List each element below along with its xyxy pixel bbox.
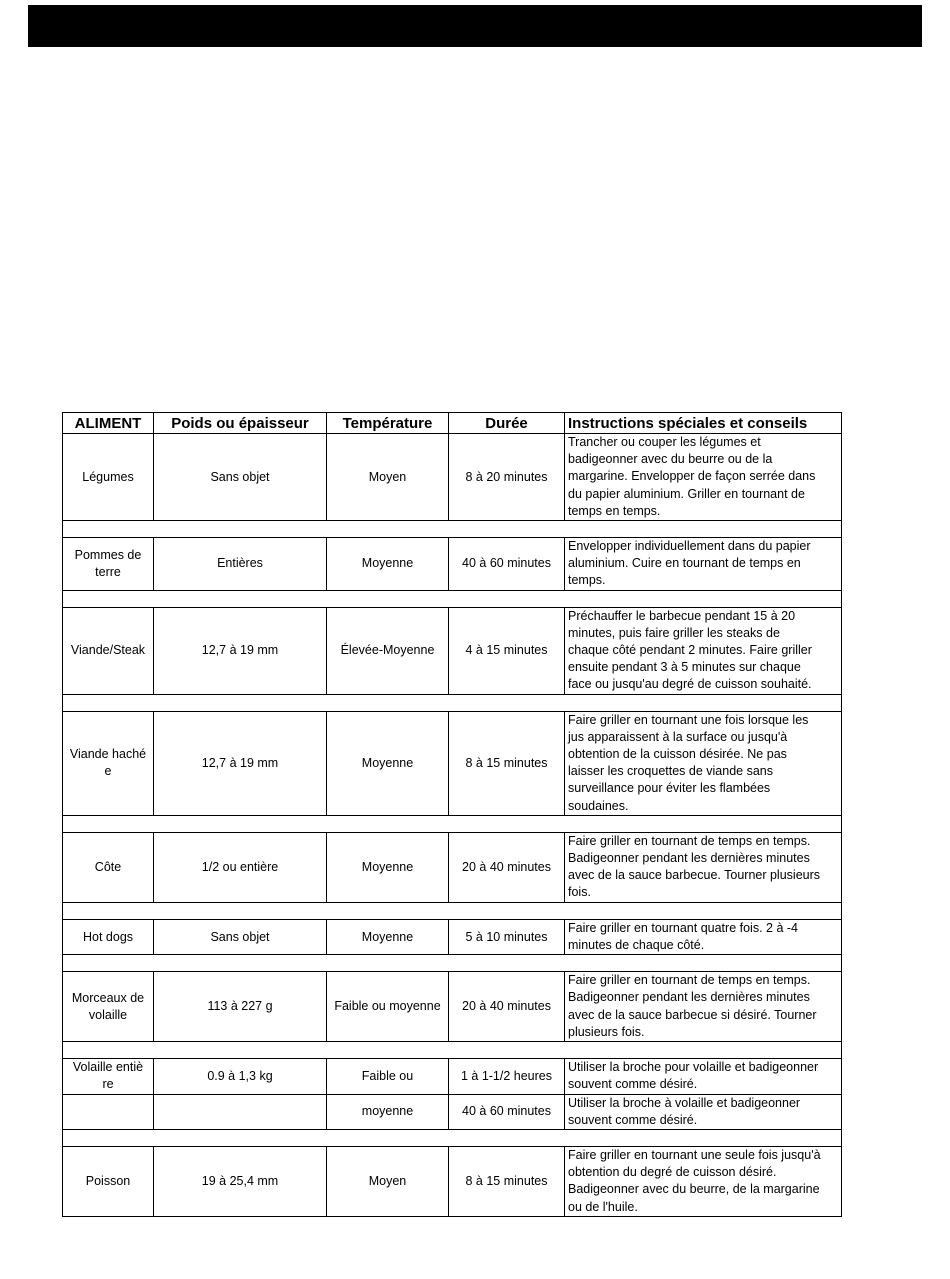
instructions-text: obtention de la cuisson désirée. Ne pas xyxy=(568,747,787,762)
spacer-cell xyxy=(63,1042,842,1059)
instructions-text: Faire griller en tournant quatre fois. 2 à -4 xyxy=(568,920,798,935)
poids-cell xyxy=(154,711,327,815)
aliment-cell xyxy=(63,711,154,815)
poids-cell xyxy=(154,434,327,521)
instructions-cell xyxy=(565,1147,842,1217)
table-row xyxy=(63,434,842,521)
header-aliment: ALIMENT xyxy=(63,413,154,434)
instructions-cell xyxy=(565,711,842,815)
instructions-cell xyxy=(565,1059,842,1094)
spacer-row xyxy=(63,694,842,711)
grilling-guide-table xyxy=(62,412,842,1217)
instructions-text: avec de la sauce barbecue si désiré. Tourner xyxy=(568,1007,817,1022)
duree-text: 8 à 15 minutes xyxy=(465,1173,548,1188)
temperature-cell xyxy=(327,538,449,591)
aliment-text: Viande haché xyxy=(69,747,147,762)
instructions-text: plusieurs fois. xyxy=(568,1024,645,1039)
aliment-cell xyxy=(63,919,154,954)
poids-cell xyxy=(154,832,327,902)
duree-text: 8 à 20 minutes xyxy=(465,469,548,484)
temperature-text: Moyenne xyxy=(361,556,414,571)
instructions-text: Envelopper individuellement dans du papier xyxy=(568,539,811,554)
aliment-cell xyxy=(63,832,154,902)
poids-text: 113 à 227 g xyxy=(207,999,273,1014)
temperature-cell xyxy=(327,1094,449,1129)
instructions-cell xyxy=(565,919,842,954)
temperature-cell xyxy=(327,607,449,694)
instructions-text: du papier aluminium. Griller en tournant de xyxy=(568,486,805,501)
instructions-text: Préchauffer le barbecue pendant 15 à 20 xyxy=(568,608,796,623)
spacer-row xyxy=(63,902,842,919)
temperature-text: Moyenne xyxy=(361,929,414,944)
duree-text: 5 à 10 minutes xyxy=(465,929,548,944)
poids-cell xyxy=(154,1147,327,1217)
duree-cell xyxy=(449,711,565,815)
instructions-text: souvent comme désiré. xyxy=(568,1112,698,1127)
spacer-cell xyxy=(63,694,842,711)
spacer-cell xyxy=(63,521,842,538)
header-temperature: Température xyxy=(327,413,449,434)
aliment-cell xyxy=(63,538,154,591)
aliment-cell xyxy=(63,972,154,1042)
instructions-text: badigeonner avec du beurre ou de la xyxy=(568,452,773,467)
temperature-text: moyenne xyxy=(361,1104,414,1119)
aliment-cell xyxy=(63,1147,154,1217)
aliment-text: Hot dogs xyxy=(82,929,134,944)
duree-text: 4 à 15 minutes xyxy=(465,643,548,658)
spacer-cell xyxy=(63,815,842,832)
aliment-text: e xyxy=(104,764,112,779)
instructions-text: Badigeonner pendant les dernières minutes xyxy=(568,851,810,866)
duree-cell xyxy=(449,607,565,694)
instructions-text: Faire griller en tournant une seule fois jusqu'à xyxy=(568,1148,821,1163)
table-row xyxy=(63,538,842,591)
aliment-text: re xyxy=(102,1077,114,1092)
table-row xyxy=(63,1147,842,1217)
aliment-cell xyxy=(63,607,154,694)
table-row xyxy=(63,972,842,1042)
aliment-text: Poisson xyxy=(85,1173,131,1188)
poids-cell xyxy=(154,1094,327,1129)
aliment-text: Viande/Steak xyxy=(70,643,146,658)
poids-text: 19 à 25,4 mm xyxy=(201,1173,279,1188)
table-header-row xyxy=(63,413,842,434)
spacer-cell xyxy=(63,955,842,972)
table-row xyxy=(63,711,842,815)
temperature-cell xyxy=(327,434,449,521)
temperature-cell xyxy=(327,832,449,902)
instructions-text: avec de la sauce barbecue. Tourner plusieurs xyxy=(568,868,821,883)
duree-text: 8 à 15 minutes xyxy=(465,755,548,770)
spacer-row xyxy=(63,1042,842,1059)
duree-text: 20 à 40 minutes xyxy=(462,999,551,1014)
instructions-text: temps. xyxy=(568,573,606,588)
duree-cell xyxy=(449,1059,565,1094)
instructions-text: minutes de chaque côté. xyxy=(568,938,705,953)
duree-cell xyxy=(449,538,565,591)
poids-text: Sans objet xyxy=(210,929,270,944)
instructions-text: surveillance pour éviter les flambées xyxy=(568,781,771,796)
instructions-text: Badigeonner pendant les dernières minutes xyxy=(568,990,810,1005)
temperature-text: Élevée-Moyenne xyxy=(340,643,435,658)
instructions-text: Badigeonner avec du beurre, de la margarine xyxy=(568,1182,820,1197)
header-instructions: Instructions spéciales et conseils xyxy=(565,413,842,434)
duree-cell xyxy=(449,972,565,1042)
temperature-text: Moyen xyxy=(368,469,407,484)
instructions-text: chaque côté pendant 2 minutes. Faire griller xyxy=(568,643,812,658)
instructions-cell xyxy=(565,607,842,694)
poids-cell xyxy=(154,1059,327,1094)
spacer-cell xyxy=(63,590,842,607)
temperature-cell xyxy=(327,1147,449,1217)
poids-cell xyxy=(154,538,327,591)
instructions-text: Utiliser la broche pour volaille et badigeonner xyxy=(568,1060,819,1075)
temperature-cell xyxy=(327,972,449,1042)
poids-text: 1/2 ou entière xyxy=(201,859,279,874)
duree-text: 40 à 60 minutes xyxy=(462,556,551,571)
spacer-row xyxy=(63,815,842,832)
temperature-text: Moyenne xyxy=(361,755,414,770)
instructions-cell xyxy=(565,434,842,521)
instructions-cell xyxy=(565,972,842,1042)
header-poids: Poids ou épaisseur xyxy=(154,413,327,434)
instructions-text: ensuite pendant 3 à 5 minutes sur chaque xyxy=(568,660,801,675)
table-row xyxy=(63,607,842,694)
instructions-text: Faire griller en tournant de temps en temps. xyxy=(568,833,811,848)
table-row xyxy=(63,832,842,902)
aliment-text: Volaille entiè xyxy=(72,1060,144,1075)
poids-text: Sans objet xyxy=(210,469,270,484)
header-black-bar xyxy=(28,5,922,47)
instructions-cell xyxy=(565,832,842,902)
instructions-text: jus apparaissent à la surface ou jusqu'à xyxy=(568,729,788,744)
temperature-text: Faible ou moyenne xyxy=(334,999,441,1014)
aliment-text: Pommes de xyxy=(74,547,142,562)
temperature-cell xyxy=(327,711,449,815)
poids-text: 12,7 à 19 mm xyxy=(201,755,279,770)
temperature-cell xyxy=(327,919,449,954)
spacer-row xyxy=(63,590,842,607)
poids-cell xyxy=(154,919,327,954)
duree-cell xyxy=(449,1094,565,1129)
instructions-text: ou de l'huile. xyxy=(568,1199,638,1214)
poids-text: Entières xyxy=(217,556,263,571)
aliment-text: Légumes xyxy=(82,469,134,484)
instructions-text: aluminium. Cuire en tournant de temps en xyxy=(568,556,801,571)
temperature-text: Moyen xyxy=(368,1173,407,1188)
duree-text: 20 à 40 minutes xyxy=(462,859,551,874)
temperature-text: Moyenne xyxy=(361,859,414,874)
instructions-text: soudaines. xyxy=(568,798,629,813)
aliment-cell xyxy=(63,434,154,521)
poids-text: 12,7 à 19 mm xyxy=(201,643,279,658)
aliment-text: Côte xyxy=(94,859,122,874)
instructions-text: obtention du degré de cuisson désiré. xyxy=(568,1165,777,1180)
instructions-text: fois. xyxy=(568,885,591,900)
table-row xyxy=(63,919,842,954)
instructions-text: Faire griller en tournant de temps en temps. xyxy=(568,973,811,988)
spacer-cell xyxy=(63,902,842,919)
instructions-text: temps en temps. xyxy=(568,503,661,518)
duree-cell xyxy=(449,434,565,521)
instructions-cell xyxy=(565,538,842,591)
temperature-cell xyxy=(327,1059,449,1094)
poids-cell xyxy=(154,607,327,694)
spacer-row xyxy=(63,955,842,972)
spacer-cell xyxy=(63,1130,842,1147)
instructions-text: margarine. Envelopper de façon serrée dans xyxy=(568,469,816,484)
duree-cell xyxy=(449,919,565,954)
instructions-text: Utiliser la broche à volaille et badigeonner xyxy=(568,1095,801,1110)
table-row xyxy=(63,1059,842,1094)
table-row xyxy=(63,1094,842,1129)
header-duree: Durée xyxy=(449,413,565,434)
duree-cell xyxy=(449,832,565,902)
duree-cell xyxy=(449,1147,565,1217)
aliment-text: volaille xyxy=(88,1007,128,1022)
instructions-text: Trancher ou couper les légumes et xyxy=(568,435,761,449)
instructions-text: laisser les croquettes de viande sans xyxy=(568,764,773,779)
poids-cell xyxy=(154,972,327,1042)
aliment-cell xyxy=(63,1094,154,1129)
aliment-text: Morceaux de xyxy=(71,990,145,1005)
instructions-text: souvent comme désiré. xyxy=(568,1077,698,1092)
aliment-text: terre xyxy=(95,564,121,579)
aliment-cell xyxy=(63,1059,154,1094)
poids-text: 0.9 à 1,3 kg xyxy=(207,1068,273,1083)
instructions-text: minutes, puis faire griller les steaks de xyxy=(568,625,780,640)
duree-text: 1 à 1-1/2 heures xyxy=(460,1068,553,1083)
duree-text: 40 à 60 minutes xyxy=(462,1104,551,1119)
spacer-row xyxy=(63,1130,842,1147)
instructions-cell xyxy=(565,1094,842,1129)
instructions-text: face ou jusqu'au degré de cuisson souhaité. xyxy=(568,677,812,692)
spacer-row xyxy=(63,521,842,538)
instructions-text: Faire griller en tournant une fois lorsque les xyxy=(568,712,809,727)
temperature-text: Faible ou xyxy=(361,1068,414,1083)
